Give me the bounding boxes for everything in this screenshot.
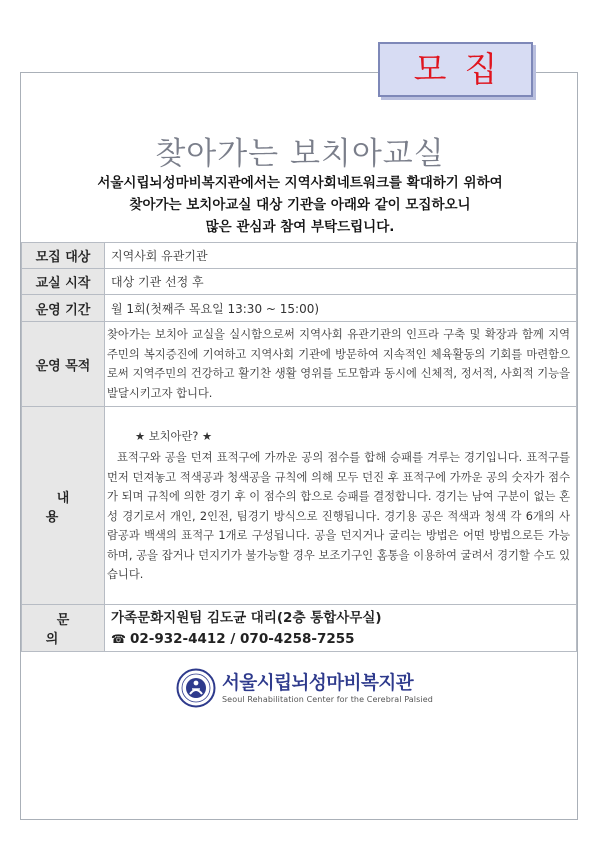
purpose-label: 운영 목적 bbox=[22, 322, 105, 407]
start-label: 교실 시작 bbox=[22, 269, 105, 295]
table-row-target bbox=[22, 243, 577, 269]
intro-line-1: 서울시립뇌성마비복지관에서는 지역사회네트워크를 확대하기 위하여 bbox=[97, 175, 503, 191]
table-row-purpose bbox=[22, 322, 577, 407]
emblem-icon bbox=[176, 668, 216, 708]
table-row-inquiry bbox=[22, 605, 577, 652]
inquiry-phone: 02-932-4412 / 070-4258-7255 bbox=[129, 631, 355, 647]
start-value: 대상 기관 선정 후 bbox=[105, 269, 577, 295]
content-cell bbox=[105, 407, 577, 605]
org-logo bbox=[176, 668, 436, 712]
period-value: 월 1회(첫째주 목요일 13:30 ~ 15:00) bbox=[105, 295, 577, 322]
target-label: 모집 대상 bbox=[22, 243, 105, 269]
recruiting-badge bbox=[378, 42, 533, 97]
info-table bbox=[21, 242, 577, 652]
inquiry-label: 문의 bbox=[22, 605, 105, 652]
inquiry-cell bbox=[105, 605, 577, 652]
inquiry-phone-line bbox=[111, 629, 576, 649]
period-label: 운영 기간 bbox=[22, 295, 105, 322]
table-row-content bbox=[22, 407, 577, 605]
intro-text bbox=[40, 172, 560, 238]
purpose-cell bbox=[105, 322, 577, 407]
content-body: 표적구와 공을 던져 표적구에 가까운 공의 점수를 합해 승패를 겨루는 경기입니다. 표적구를 먼저 던져놓고 적색공과 청색공을 규칙에 의해 모두 던진 후 표적구에 가까운 공의 숫자가 점수가 되며 규칙에 의한 경기 후 이 점수의 합으로 승패를 결정합니다. 경기는 남여 구분이 없는 혼성 경기로서 개인, 2인전, 팀경기 방식으로 진행됩니다. 경기용 공은 적색과 청색 각 6개의 사람공과 백색의 표적구 1개로 구성됩니다. 공을 던지거나 굴리는 방법은 어떤 방법으로든 가능하며, 공을 잡거나 던지기가 불가능할 경우 보조기구인 홈통을 이용하여 굴려서 경기할 수도 있습니다. bbox=[107, 451, 570, 581]
table-row-period bbox=[22, 295, 577, 322]
purpose-value: 찾아가는 보치아 교실을 실시함으로써 지역사회 유관기관의 인프라 구축 및 확장과 함께 지역 주민의 복지증진에 기여하고 지역사회 기관에 방문하여 지속적인 체육활동의 기회를 마련함으로써 지역주민의 건강하고 활기찬 생활 영위를 도모함과 동시에 신체적, 정서적, 사회적 기능을 발달시키고자 합니다. bbox=[107, 328, 570, 400]
content-label: 내용 bbox=[22, 407, 105, 605]
org-name: 서울시립뇌성마비복지관 bbox=[222, 673, 414, 694]
intro-line-3: 많은 관심과 참여 부탁드립니다. bbox=[205, 219, 395, 235]
badge-label: 모집 bbox=[413, 50, 516, 90]
table-row-start bbox=[22, 269, 577, 295]
content-heading: ★ 보치아란? ★ bbox=[135, 429, 213, 443]
phone-icon: ☎ bbox=[111, 632, 126, 646]
target-value: 지역사회 유관기관 bbox=[105, 243, 577, 269]
page-title: 찾아가는 보치아교실 bbox=[155, 136, 445, 172]
intro-line-2: 찾아가는 보치아교실 대상 기관을 아래와 같이 모집하오니 bbox=[129, 197, 471, 213]
inquiry-contact: 가족문화지원팀 김도균 대리(2층 통합사무실) bbox=[111, 610, 382, 626]
org-name-en: Seoul Rehabilitation Center for the Cerebral Palsied bbox=[222, 695, 433, 704]
